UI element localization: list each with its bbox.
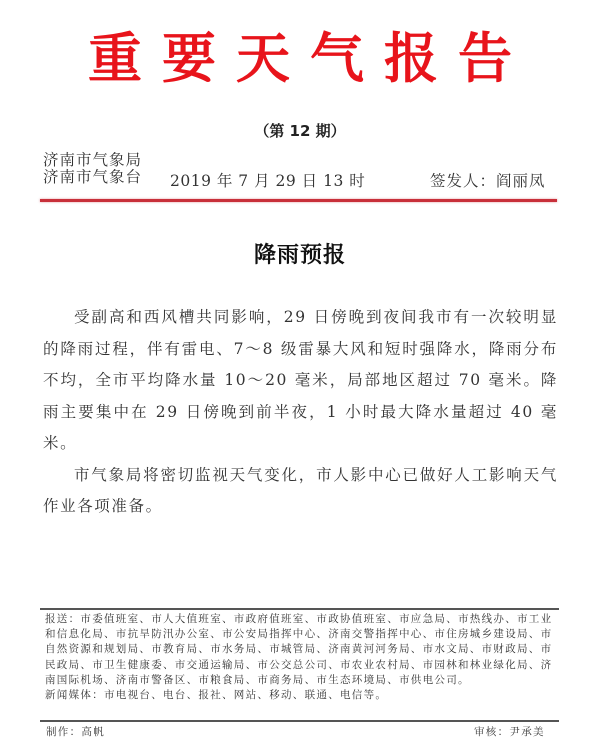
paragraph: 受副高和西风槽共同影响，29 日傍晚到夜间我市有一次较明显的降雨过程，伴有雷电、7～8 级雷暴大风和短时强降水，降雨分布不均，全市平均降水量 10～20 毫米，局部地区超过 70 毫米。降雨主要集中在 29 日傍晚到前半夜，1 小时最大降水量超过 40 毫米。 — [43, 308, 558, 452]
header-divider — [40, 199, 557, 202]
org-bureau: 济南市气象局 — [43, 151, 143, 169]
issue-datetime: 2019 年 7 月 29 日 13 时 — [170, 172, 366, 190]
report-to: 报送：市委值班室、市人大值班室、市政府值班室、市政协值班室、市应急局、市热线办、市工业和信息化局、市抗旱防汛办公室、市公安局指挥中心、济南交警指挥中心、市住房城乡建设局、市自然资源和规划局、市教育局、市水务局、市城管局、济南黄河河务局、市水文局、市财政局、市民政局、市卫生健康委、市交通运输局、市公交总公司、市农业农村局、市园林和林业绿化局、济南国际机场、济南市警备区、市粮食局、市商务局、市生态环境局、市供电公司。 — [45, 613, 553, 686]
paragraph: 市气象局将密切监视天气变化，市人影中心已做好人工影响天气作业各项准备。 — [43, 465, 558, 515]
reviewer: 审核：尹承美 — [474, 726, 545, 738]
news-media: 新闻媒体：市电视台、电台、报社、网站、移动、联通、电信等。 — [45, 689, 388, 702]
org-observatory: 济南市气象台 — [43, 168, 143, 186]
signer: 签发人：阎丽凤 — [430, 172, 546, 190]
article-title: 降雨预报 — [253, 242, 346, 268]
article-body — [43, 302, 558, 523]
distribution-divider-top — [40, 608, 559, 610]
issuing-organization — [43, 152, 142, 186]
distribution-list — [45, 612, 560, 703]
distribution-divider-bottom — [40, 720, 559, 722]
issue-number: （第 12 期） — [254, 122, 346, 140]
report-masthead: 重要天气报告 — [88, 26, 532, 90]
maker: 制作：高帆 — [46, 726, 105, 738]
